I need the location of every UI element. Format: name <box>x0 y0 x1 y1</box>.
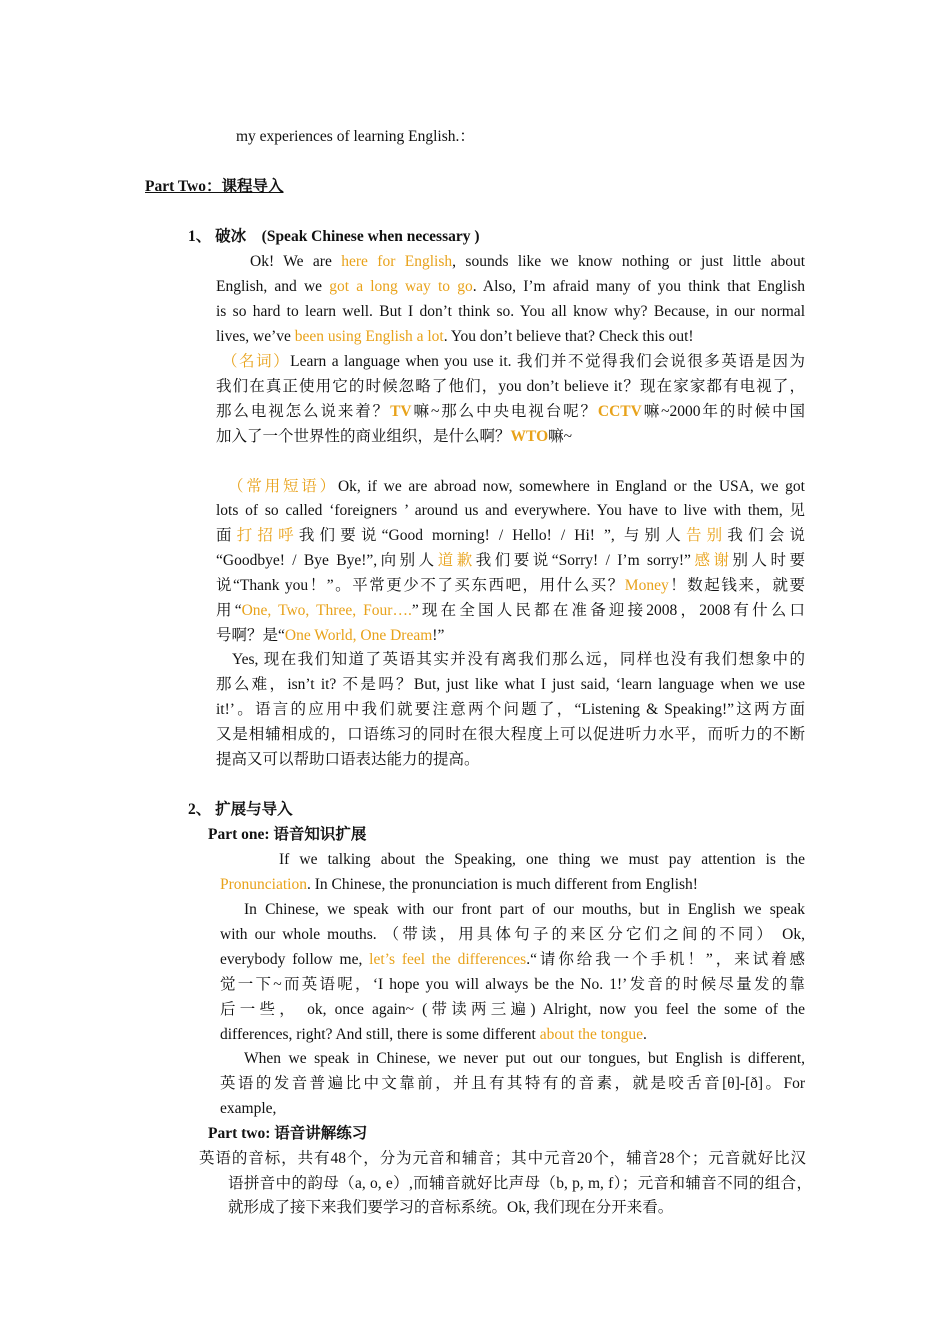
text: 我们要说“Good morning! / Hello! / Hi! ”, 与别人 <box>298 527 686 544</box>
s1-p3-line6 <box>216 601 805 621</box>
text: 嘛~ <box>548 428 573 445</box>
s1-p2-line1 <box>222 352 805 372</box>
text: lives, we’ve <box>216 328 295 345</box>
s2-q3-line3: example, <box>220 1100 277 1117</box>
s1-p1-line3: is so hard to learn well. But I don’t think so. You all know why? Because, in our normal <box>216 303 805 320</box>
text: . In Chinese, the pronunciation is much different from English! <box>306 876 698 893</box>
text: 说“Thank you！”。平常更少不了买东西吧，用什么买？ <box>216 577 625 594</box>
text: Learn a language when you use it. 我们并不觉得我们会说很多英语是因为 <box>290 353 805 370</box>
highlight-sorry: 道歉 <box>437 552 476 569</box>
text: .“请你给我一个手机！”，来试着感 <box>526 951 806 968</box>
text: , sounds like we know nothing or just little about <box>452 253 806 270</box>
text: 面 <box>216 527 237 544</box>
highlight-cctv: CCTV <box>597 403 642 420</box>
highlight-bye: 告别 <box>685 527 728 544</box>
text: differences, right? And still, there is some different <box>220 1026 540 1043</box>
text: 号啊？是“ <box>216 627 285 644</box>
highlight-phrase: been using English a lot <box>294 328 444 345</box>
text: 加入了一个世界性的商业组织，是什么啊？ <box>216 428 511 445</box>
part-two-heading <box>145 177 284 197</box>
text: 别人时要 <box>732 552 805 569</box>
highlight-count: One, Two, Three, Four…. <box>241 602 412 619</box>
s2-q1-line2 <box>220 875 698 895</box>
highlight-feel: let’s feel the differences <box>369 951 527 968</box>
text: “Goodbye! / Bye Bye!”,向别人 <box>216 552 438 569</box>
text: 我们要说“Sorry! / I’m sorry!” <box>475 552 691 569</box>
text: !” <box>432 627 445 644</box>
section1-heading <box>188 227 480 247</box>
highlight-slogan: One World, One Dream <box>284 627 433 644</box>
text: 用“ <box>216 602 242 619</box>
s1-p4-line3: it!’。语言的应用中我们就要注意两个问题了，“Listening & Speaking!”这两方面 <box>216 701 805 718</box>
s1-p4-line5: 提高又可以帮助口语表达能力的提高。 <box>216 751 480 768</box>
s1-p2-line3 <box>216 402 805 422</box>
highlight-pronunciation: Pronunciation <box>220 876 307 893</box>
s2-q3-line2: 英语的发音普遍比中文靠前，并且有其特有的音素，就是咬舌音[θ]-[ð]。For <box>220 1075 805 1092</box>
part-two-heading-en: Part Two <box>145 178 206 195</box>
s1-p3-line5 <box>216 576 805 596</box>
highlight-tongue: about the tongue <box>539 1026 643 1043</box>
s1-p4-line2: 那么难，isn’t it? 不是吗？But, just like what I just said, ‘learn language when we use <box>216 676 805 693</box>
tag-noun: （名词） <box>222 353 291 370</box>
text: English, and we <box>216 278 330 295</box>
s2-q3-line1: When we speak in Chinese, we never put out our tongues, but English is different, <box>244 1050 805 1067</box>
text: Ok, if we are abroad now, somewhere in England or the USA, we got <box>337 478 805 495</box>
text: 嘛~2000年的时候中国 <box>641 403 805 420</box>
section1-title: 破冰 <box>215 228 247 245</box>
section2-number: 2、 <box>188 801 212 818</box>
section2-title: 扩展与导入 <box>215 801 293 818</box>
text: ！数起钱来，就要 <box>668 577 805 594</box>
text: Ok! We are <box>250 253 342 270</box>
intro-line: my experiences of learning English.： <box>236 128 475 145</box>
s1-p1-line4 <box>216 327 694 347</box>
highlight-phrase: here for English <box>341 253 453 270</box>
text: everybody follow me, <box>220 951 370 968</box>
highlight-money: Money <box>624 577 669 594</box>
s1-p3-line3 <box>216 526 805 546</box>
part-two-sub-heading: Part two: 语音讲解练习 <box>208 1125 368 1142</box>
s1-p4-line4: 又是相辅相成的，口语练习的同时在很大程度上可以促进听力水平，而听力的不断 <box>216 726 805 743</box>
s2-q4-line1: 英语的音标，共有48个，分为元音和辅音；其中元音20个，辅音28个；元音就好比汉 <box>199 1150 806 1167</box>
text: . <box>643 1026 647 1043</box>
s1-p3-line1 <box>228 477 805 497</box>
section1-subtitle: (Speak Chinese when necessary ) <box>261 228 480 245</box>
text: ”现在全国人民都在准备迎接2008，2008有什么口 <box>411 602 806 619</box>
s1-p3-line4 <box>216 551 805 571</box>
highlight-tv: TV <box>390 403 412 420</box>
section1-number: 1、 <box>188 228 212 245</box>
s2-q2-line2: with our whole mouths. （带读，用具体句子的来区分它们之间的不同） Ok, <box>220 926 805 943</box>
s2-q2-line6 <box>220 1025 647 1045</box>
tag-phrase: （常用短语） <box>228 478 338 495</box>
text: 嘛~那么中央电视台呢？ <box>411 403 598 420</box>
s2-q2-line1: In Chinese, we speak with our front part of our mouths, but in English we speak <box>244 901 805 918</box>
highlight-greet: 打招呼 <box>236 527 299 544</box>
s1-p1-line2 <box>216 277 805 297</box>
part-two-heading-zh: ：课程导入 <box>206 178 284 195</box>
text: 我们会说 <box>727 527 805 544</box>
text: 那么电视怎么说来着？ <box>216 403 391 420</box>
highlight-thanks: 感谢 <box>690 552 733 569</box>
s1-p3-line2: lots of so called ‘foreigners ’ around us and everywhere. You have to live with them, 见 <box>216 502 805 519</box>
text: . Also, I’m afraid many of you think that English <box>472 278 806 295</box>
s2-q4-line3: 就形成了接下来我们要学习的音标系统。Ok, 我们现在分开来看。 <box>228 1199 674 1216</box>
text: . You don’t believe that? Check this out! <box>443 328 694 345</box>
s1-p3-line7 <box>216 626 444 646</box>
s1-p4-line1: Yes, 现在我们知道了英语其实并没有离我们那么远，同样也没有我们想象中的 <box>232 651 805 668</box>
s2-q2-line3 <box>220 950 805 970</box>
s1-p1-line1 <box>250 252 805 272</box>
highlight-wto: WTO <box>510 428 549 445</box>
s2-q2-line4: 觉一下~而英语呢，‘I hope you will always be the No. 1!’发音的时候尽量发的靠 <box>220 976 805 993</box>
s1-p2-line2: 我们在真正使用它的时候忽略了他们，you don’t believe it？现在家家都有电视了， <box>216 378 805 395</box>
s2-q4-line2: 语拼音中的韵母（a, o, e）,而辅音就好比声母（b, p, m, f）；元音和辅音不同的组合， <box>228 1175 812 1192</box>
part-one-heading: Part one: 语音知识扩展 <box>208 826 367 843</box>
highlight-phrase: got a long way to go <box>329 278 473 295</box>
section2-heading <box>188 800 293 820</box>
s1-p2-line4 <box>216 427 572 447</box>
s2-q2-line5: 后一些， ok, once again~ (带读两三遍) Alright, now you feel the some of the <box>220 1001 805 1018</box>
s2-q1-line1: If we talking about the Speaking, one thing we must pay attention is the <box>279 851 805 868</box>
